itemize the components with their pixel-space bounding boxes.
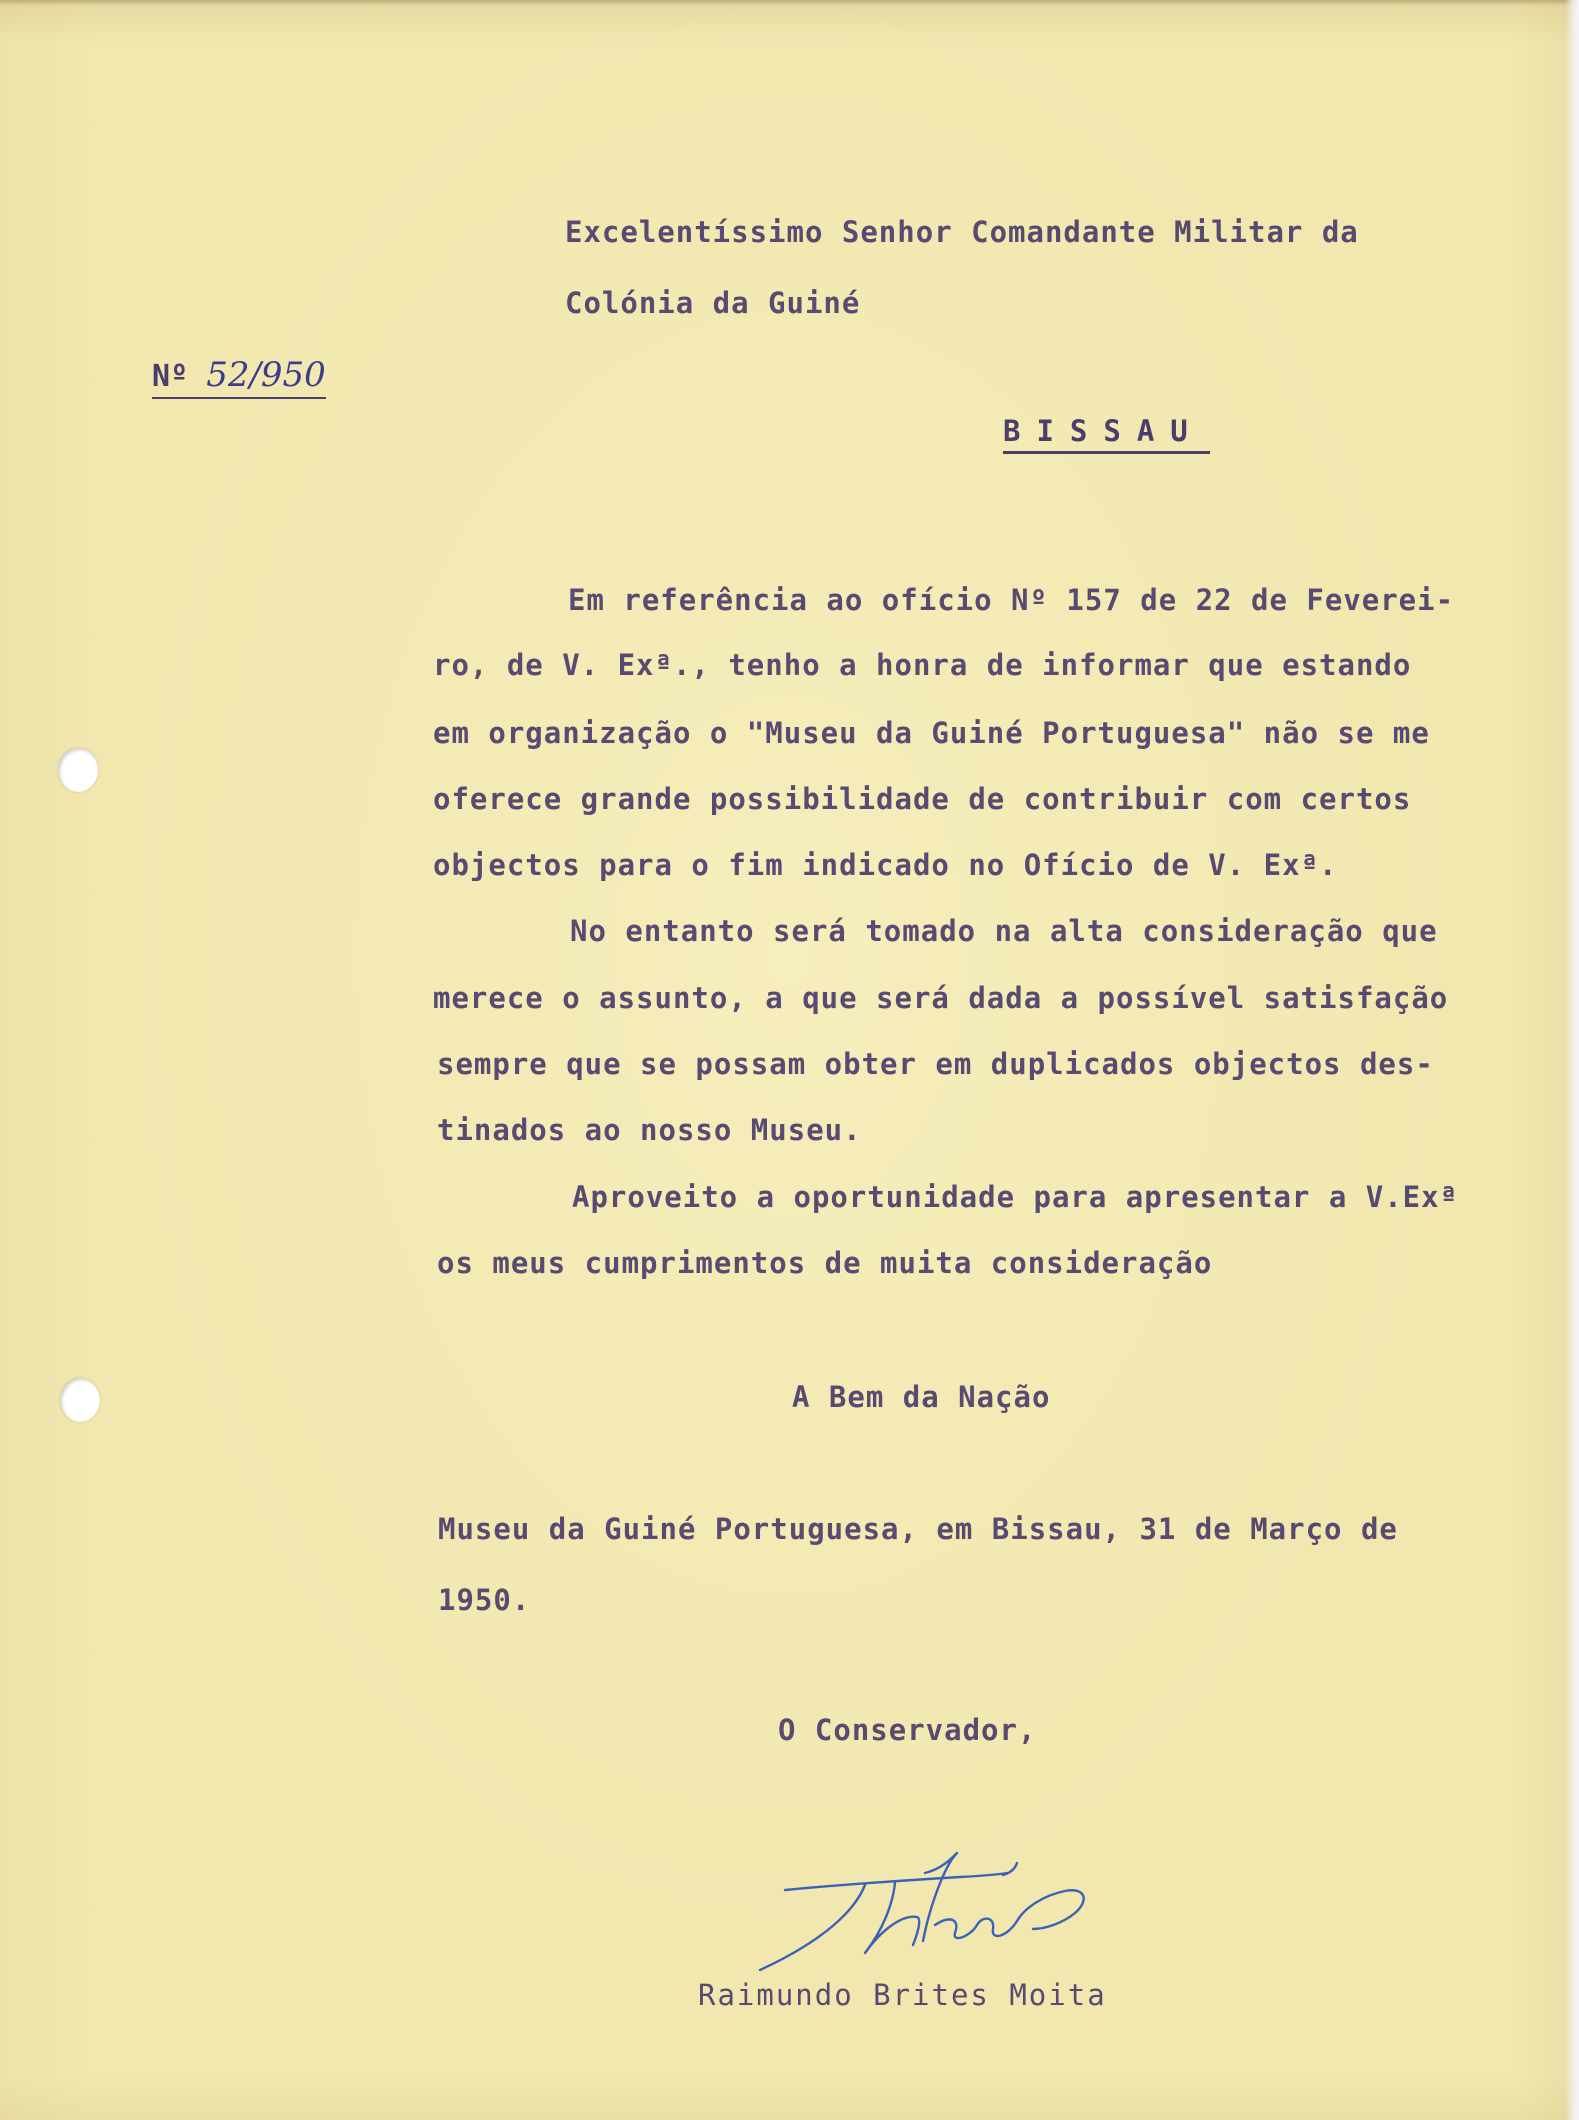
reference-prefix: Nº	[152, 359, 189, 394]
signature-stroke	[923, 1853, 957, 1941]
body-line: os meus cumprimentos de muita consideração	[437, 1246, 1213, 1280]
address-line-1: Excelentíssimo Senhor Comandante Militar da	[565, 215, 1359, 249]
body-line: objectos para o fim indicado no Ofício de V. Exª.	[433, 848, 1338, 882]
body-line: tinados ao nosso Museu.	[437, 1113, 862, 1147]
city-heading: BISSAU	[1003, 413, 1210, 454]
handwritten-signature	[745, 1845, 1095, 1975]
body-line: em organização o "Museu da Guiné Portuguesa" não se me	[433, 716, 1430, 750]
signature-stroke	[935, 1890, 1084, 1938]
body-line: sempre que se possam obter em duplicados objectos des-	[437, 1047, 1434, 1081]
reference-value: 52/950	[206, 355, 326, 395]
body-line: Aproveito a oportunidade para apresentar a V.Exª	[572, 1180, 1459, 1214]
place-date-line-1: Museu da Guiné Portuguesa, em Bissau, 31 de Março de	[438, 1512, 1398, 1546]
signature-stroke	[865, 1883, 919, 1953]
signature-stroke	[785, 1873, 1007, 1890]
signature-stroke	[760, 1885, 865, 1970]
body-line: ro, de V. Exª., tenho a honra de informar que estando	[433, 648, 1412, 682]
body-line: oferece grande possibilidade de contribuir com certos	[433, 782, 1412, 816]
punch-hole-top	[58, 748, 98, 792]
address-line-2: Colónia da Guiné	[565, 286, 861, 320]
place-date-line-2: 1950.	[438, 1583, 531, 1617]
salutation: A Bem da Nação	[792, 1380, 1051, 1414]
signatory-title: O Conservador,	[778, 1713, 1037, 1747]
reference-number	[152, 357, 326, 399]
body-line: No entanto será tomado na alta consideração que	[570, 914, 1438, 948]
paper-top-edge	[0, 0, 1579, 6]
signature-stroke	[1003, 1863, 1017, 1875]
paper-right-edge	[1565, 0, 1579, 2120]
punch-hole-bottom	[60, 1378, 100, 1422]
body-line: Em referência ao ofício Nº 157 de 22 de Feverei-	[568, 583, 1455, 617]
signatory-name: Raimundo Brites Moita	[698, 1978, 1107, 2012]
body-line: merece o assunto, a que será dada a possível satisfação	[433, 981, 1449, 1015]
